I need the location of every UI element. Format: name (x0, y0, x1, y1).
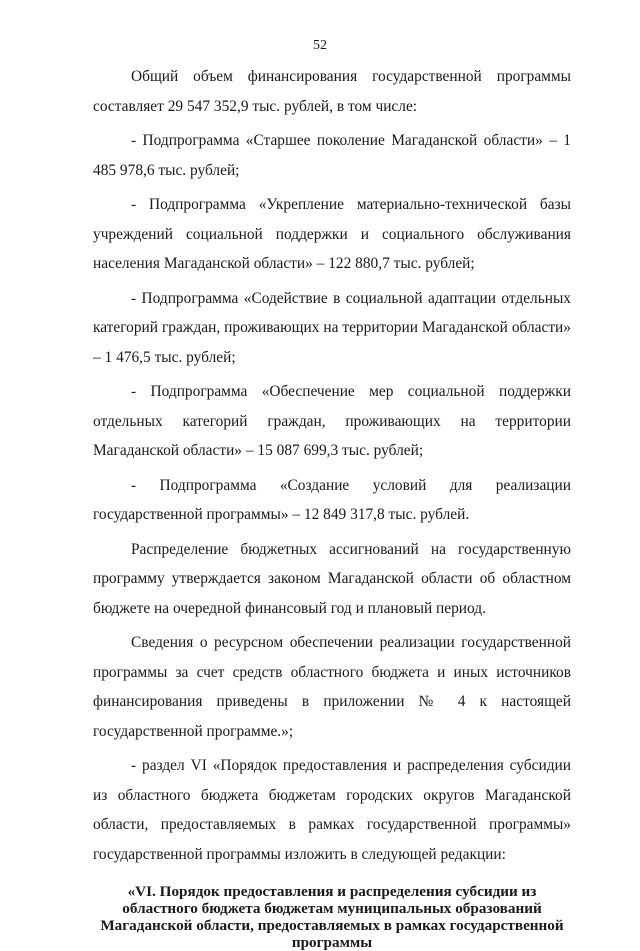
paragraph-total-funding: Общий объем финансирования государственной программы составляет 29 547 352,9 тыс. рублей, в том числе: (93, 68, 571, 115)
paragraph-resource-info: Сведения о ресурсном обеспечении реализации государственной программы за счет средств областного бюджета и иных источников финансирования приведены в приложении № 4 к настоящей государственной программе.»; (93, 634, 571, 740)
paragraph-subprogram-infrastructure: - Подпрограмма «Укрепление материально-технической базы учреждений социальной поддержки и социального обслуживания населения Магаданской области» – 122 880,7 тыс. рублей; (93, 196, 571, 272)
paragraph-subprogram-conditions: - Подпрограмма «Создание условий для реализации государственной программы» – 12 849 317,8 тыс. рублей. (93, 476, 571, 523)
paragraph-subprogram-elderly: - Подпрограмма «Старшее поколение Магаданской области» – 1 485 978,6 тыс. рублей; (93, 132, 571, 179)
paragraph-section-vi-amendment: - раздел VI «Порядок предоставления и распределения субсидии из областного бюджета бюджетам городских округов Магаданской области, предоставляемых в рамках государственной программы» государственной программы изложить в следующей редакции: (93, 757, 571, 863)
paragraph-subprogram-adaptation: - Подпрограмма «Содействие в социальной адаптации отдельных категорий граждан, проживающих на территории Магаданской области» – 1 476,5 тыс. рублей; (93, 289, 571, 366)
paragraph-budget-allocation: Распределение бюджетных ассигнований на государственную программу утверждается законом Магаданской области об областном бюджете на очередной финансовый год и плановый период. (93, 540, 571, 617)
section-vi-heading: «VI. Порядок предоставления и распределения субсидии из областного бюджета бюджетам муниципальных образований Магаданской области, предоставляемых в рамках государственной программы (100, 883, 564, 951)
paragraph-subprogram-social-support: - Подпрограмма «Обеспечение мер социальной поддержки отдельных категорий граждан, проживающих на территории Магаданской области» – 15 087 699,3 тыс. рублей; (93, 383, 571, 459)
page-number: 52 (313, 38, 327, 53)
document-body (93, 62, 571, 951)
